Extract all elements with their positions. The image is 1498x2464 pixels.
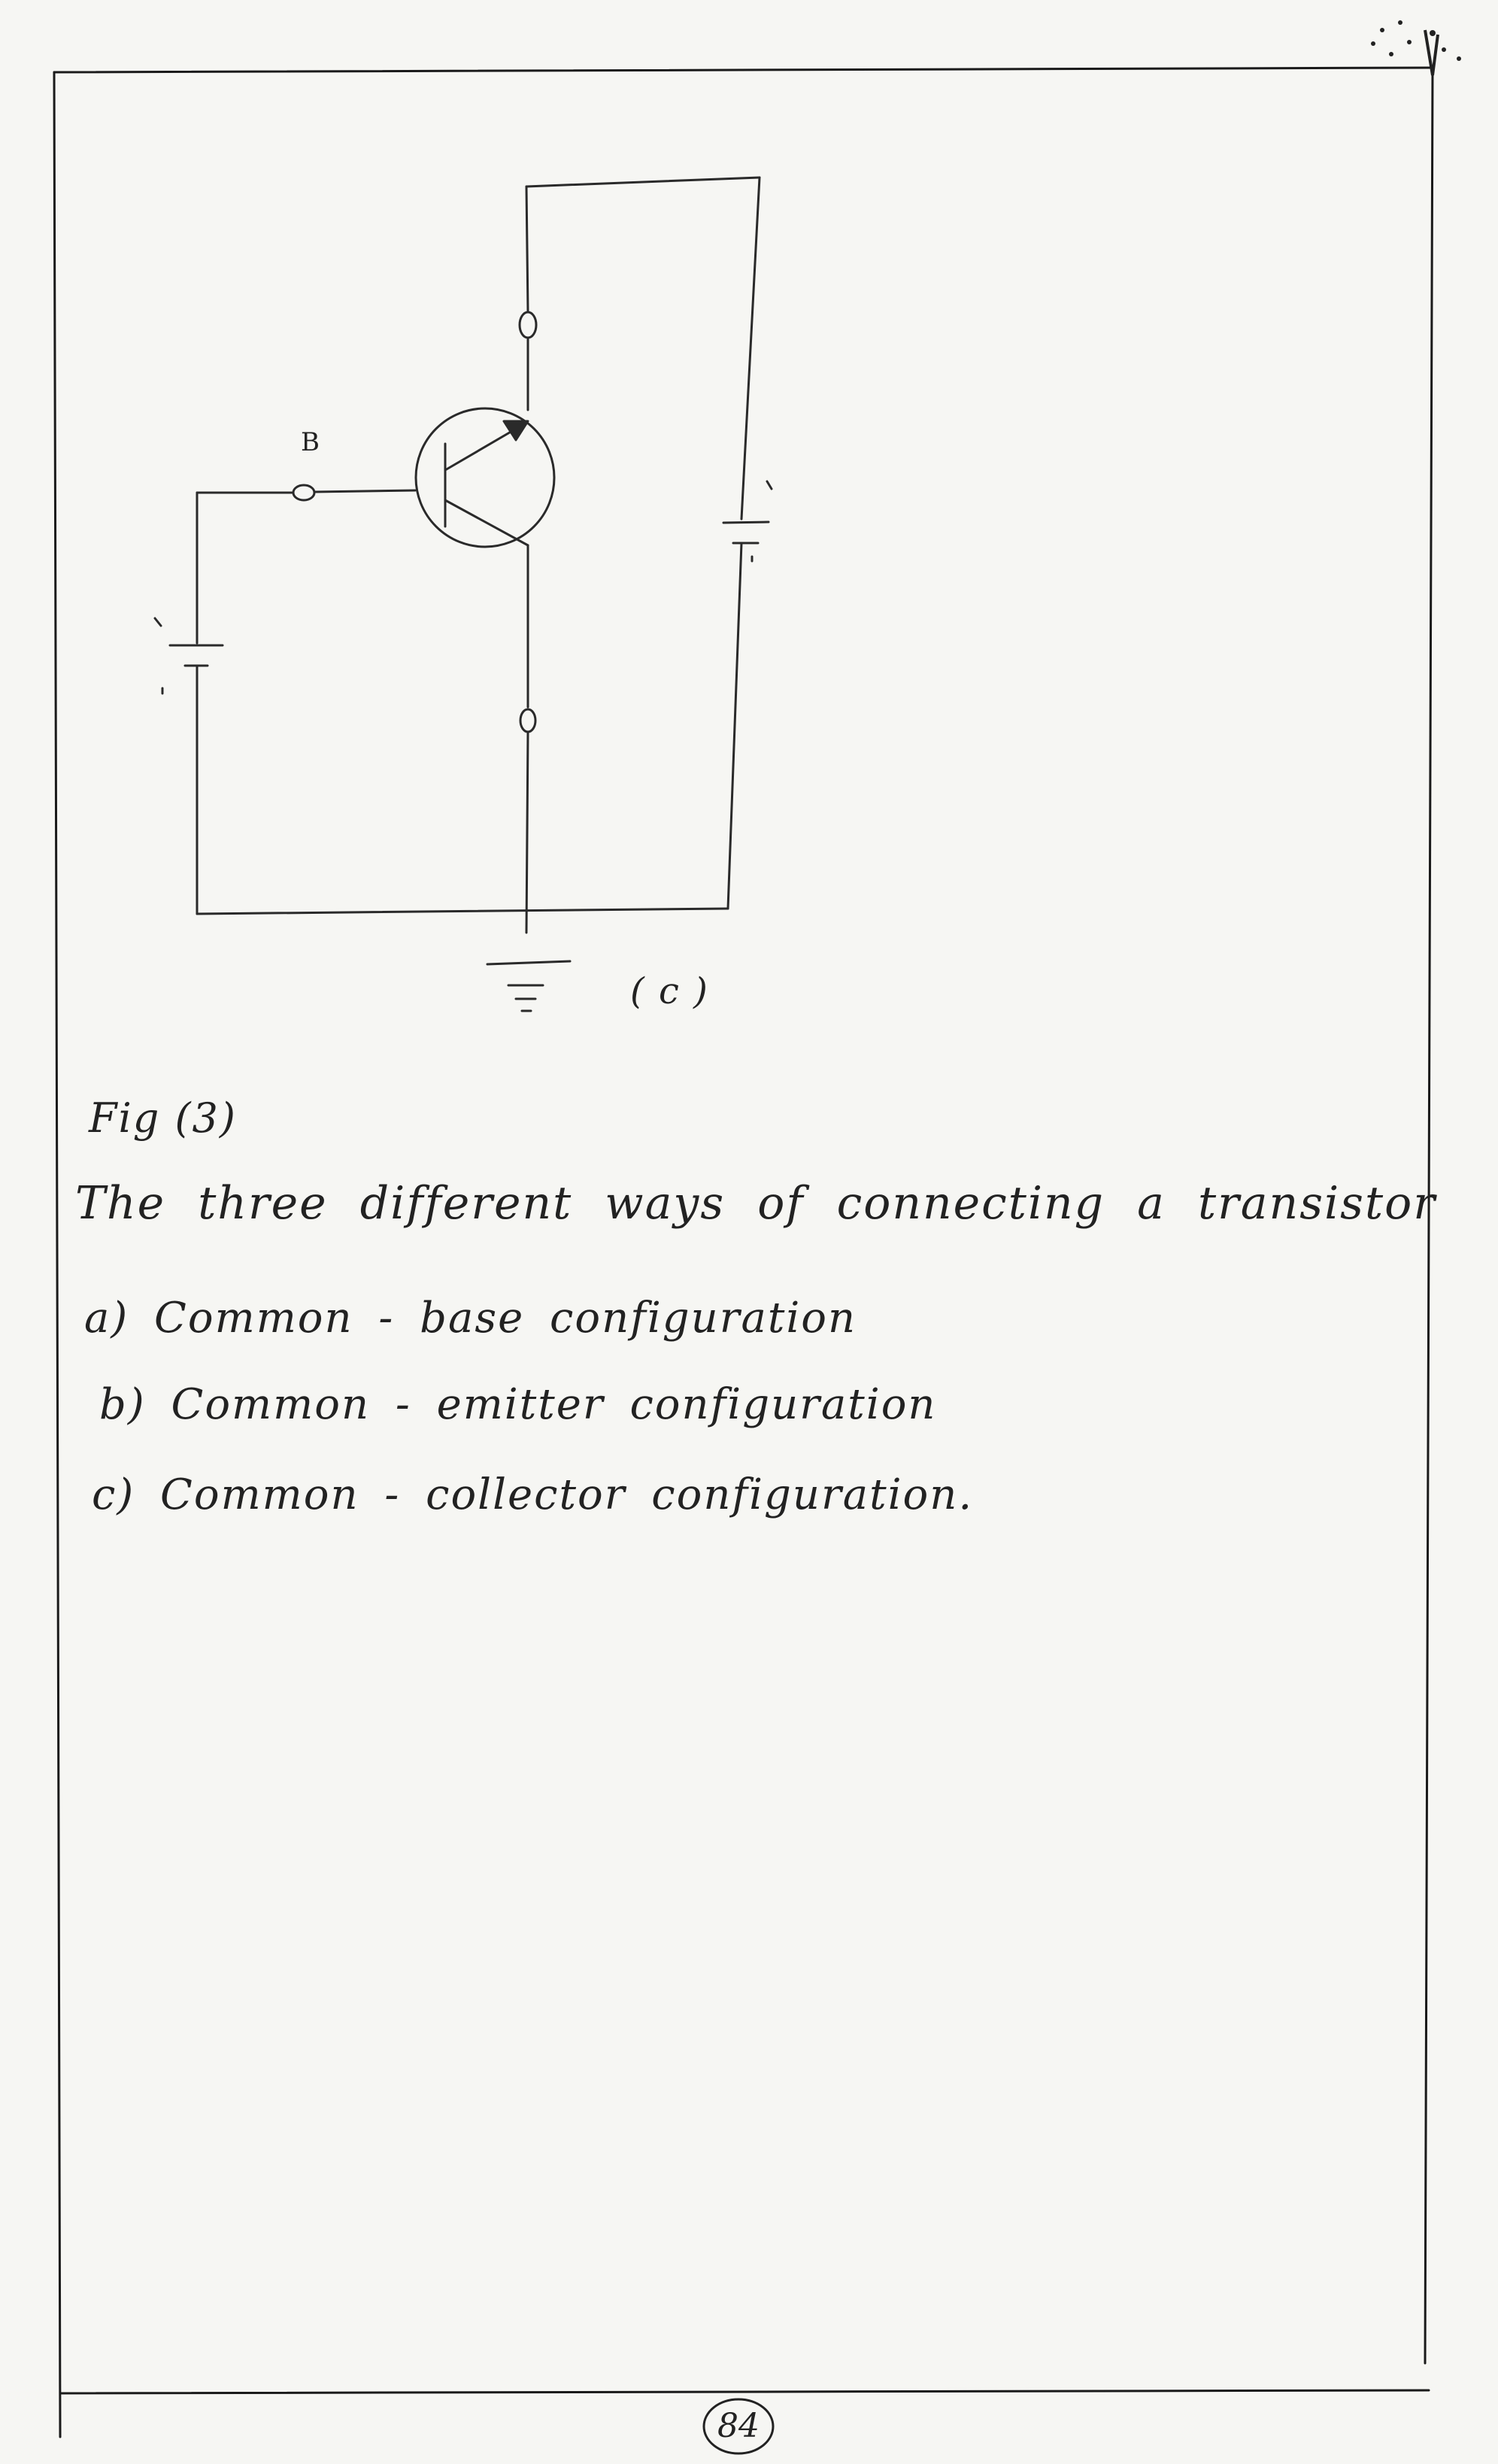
list-item-common-collector: c) Common - collector configuration. bbox=[92, 1470, 974, 1519]
wire-right-vertical-bottom bbox=[728, 543, 741, 909]
collector-terminal bbox=[520, 709, 535, 732]
list-item-common-emitter: b) Common - emitter configuration bbox=[99, 1380, 937, 1429]
list-item-common-base: a) Common - base configuration bbox=[84, 1294, 857, 1343]
emitter-arrow bbox=[504, 421, 528, 440]
figure-sub-label: ( c ) bbox=[630, 970, 709, 1012]
figure-description: The three different ways of connecting a transistor bbox=[75, 1177, 1436, 1230]
page-number: 84 bbox=[717, 2407, 760, 2445]
wire-top-down-left bbox=[526, 187, 528, 312]
page-number-badge bbox=[701, 2396, 776, 2456]
wire-base-internal bbox=[314, 490, 415, 492]
wire-right-vertical-top bbox=[741, 178, 760, 519]
wire-bottom bbox=[197, 909, 728, 914]
bottom-margin-line bbox=[60, 2390, 1429, 2393]
base-terminal bbox=[293, 485, 314, 500]
circuit-diagram bbox=[0, 0, 1498, 1128]
right-battery-long-plate bbox=[723, 522, 769, 523]
wire-top bbox=[526, 178, 760, 187]
wire-collector-ground bbox=[526, 732, 528, 933]
left-battery-plus bbox=[155, 618, 161, 626]
figure-label: Fig (3) bbox=[89, 1094, 237, 1142]
transistor-collector-lead bbox=[445, 500, 528, 545]
base-label: B bbox=[301, 427, 321, 457]
right-battery-plus bbox=[767, 481, 772, 489]
transistor-body bbox=[416, 408, 554, 547]
ground-line-1 bbox=[487, 961, 570, 964]
emitter-terminal bbox=[520, 312, 536, 338]
